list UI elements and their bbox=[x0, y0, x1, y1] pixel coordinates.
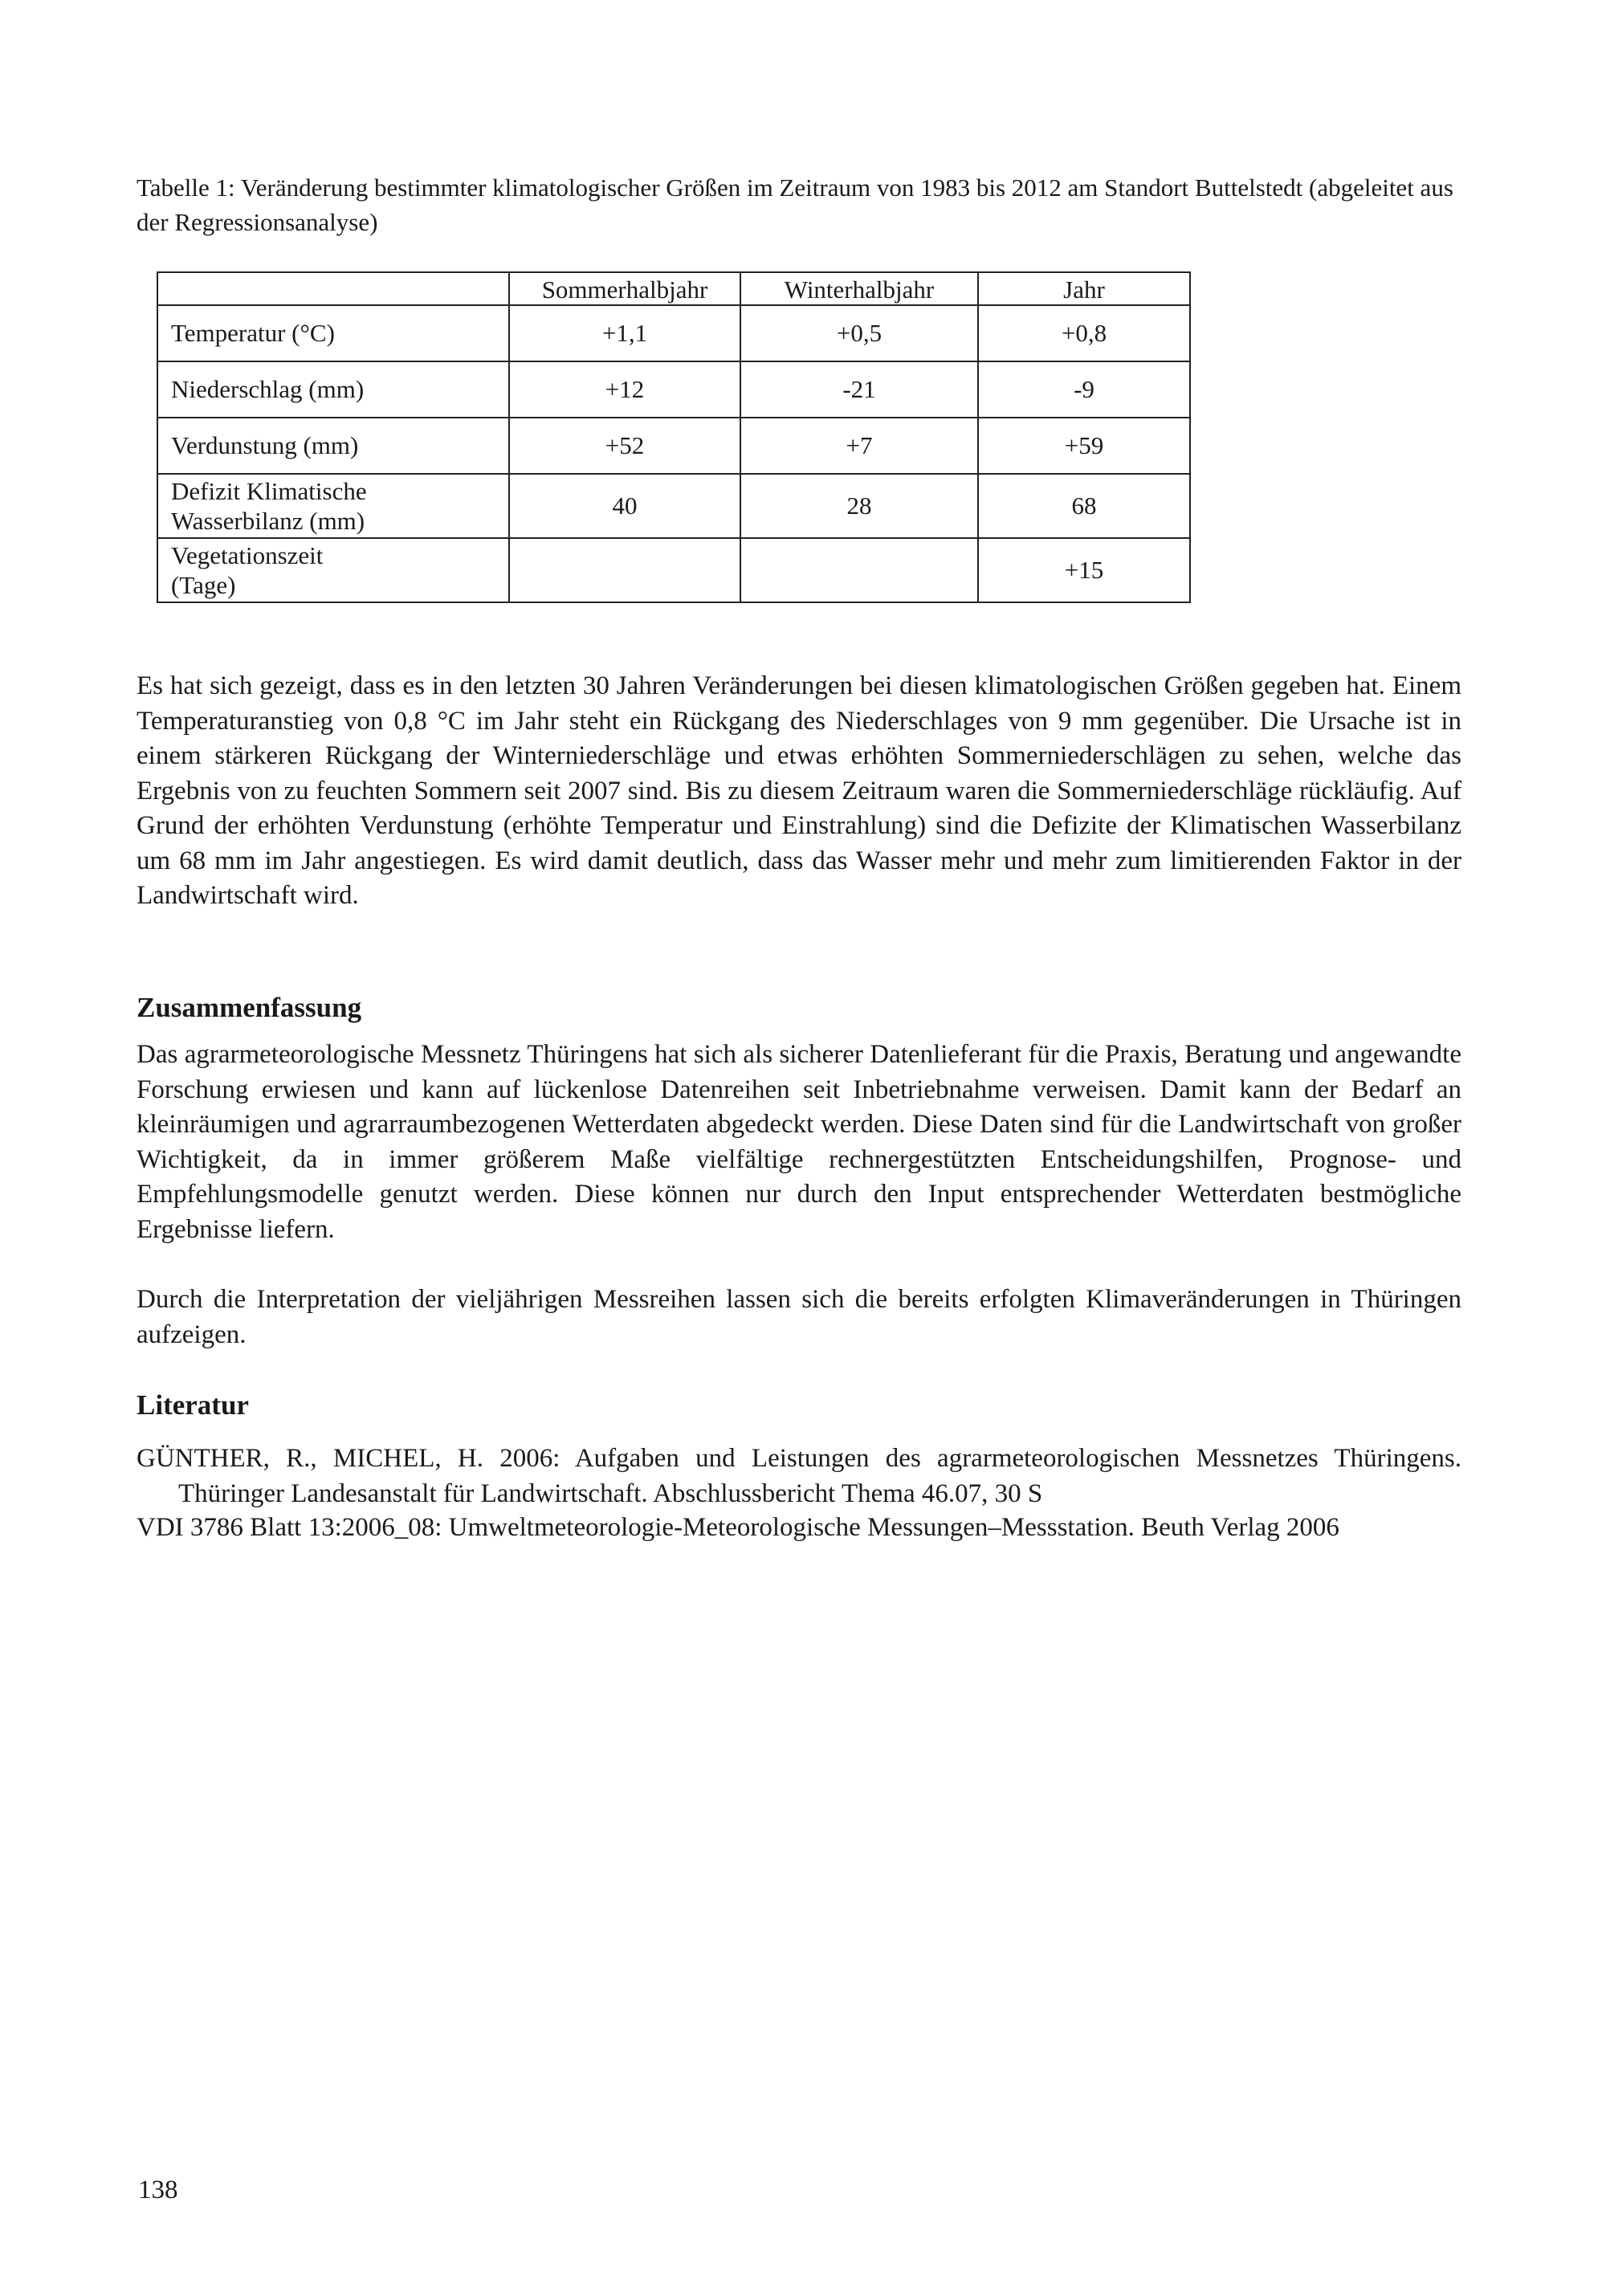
row-label-line1: Vegetationszeit bbox=[171, 541, 324, 569]
cell-summer: +52 bbox=[509, 418, 740, 474]
cell-year: +59 bbox=[978, 418, 1190, 474]
table-row bbox=[157, 474, 1190, 538]
table-header-empty bbox=[157, 272, 509, 305]
cell-summer: +12 bbox=[509, 361, 740, 418]
cell-year: +0,8 bbox=[978, 305, 1190, 361]
paragraph-results: Es hat sich gezeigt, dass es in den letzten 30 Jahren Veränderungen bei diesen klimatologischen Größen gegeben hat. Einem Temperaturanstieg von 0,8 °C im Jahr steht ein Rückgang des Niederschlages von 9 mm gegenüber. Die Ursache ist in einem stärkeren Rückgang der Winterniederschläge und etwas erhöhten Sommerniederschlägen zu sehen, welche das Ergebnis von zu feuchten Sommern seit 2007 sind. Bis zu diesem Zeitraum waren die Sommerniederschläge rückläufig. Auf Grund der erhöhten Verdunstung (erhöhte Temperatur und Einstrahlung) sind die Defizite der Klimatischen Wasserbilanz um 68 mm im Jahr angestiegen. Es wird damit deutlich, dass das Wasser mehr und mehr zum limitierenden Faktor in der Landwirtschaft wird. bbox=[137, 671, 1461, 910]
row-label-line1: Defizit Klimatische bbox=[171, 477, 367, 505]
paragraph-conclusion: Durch die Interpretation der vieljährigen Messreihen lassen sich die bereits erfolgten Klimaveränderungen in Thüringen aufzeigen. bbox=[137, 1285, 1461, 1349]
table-row bbox=[157, 418, 1190, 474]
cell-winter: +0,5 bbox=[740, 305, 978, 361]
row-label-line2: (Tage) bbox=[171, 571, 236, 599]
cell-winter: -21 bbox=[740, 361, 978, 418]
table-header-year: Jahr bbox=[978, 272, 1190, 305]
heading-summary: Zusammenfassung bbox=[137, 992, 362, 1023]
table-header-winter: Winterhalbjahr bbox=[740, 272, 978, 305]
table-row bbox=[157, 538, 1190, 602]
row-label: Temperatur (°C) bbox=[157, 305, 509, 361]
cell-winter: 28 bbox=[740, 474, 978, 538]
cell-year: +15 bbox=[978, 538, 1190, 602]
cell-summer: +1,1 bbox=[509, 305, 740, 361]
table-header-summer: Sommerhalbjahr bbox=[509, 272, 740, 305]
cell-summer bbox=[509, 538, 740, 602]
cell-year: 68 bbox=[978, 474, 1190, 538]
row-label: Niederschlag (mm) bbox=[157, 361, 509, 418]
page-number: 138 bbox=[138, 2176, 178, 2204]
table-caption: Tabelle 1: Veränderung bestimmter klimatologischer Größen im Zeitraum von 1983 bis 2012 am Standort Buttelstedt (abgeleitet aus der Regressionsanalyse) bbox=[137, 173, 1453, 236]
row-label-line2: Wasserbilanz (mm) bbox=[171, 507, 365, 535]
reference-item: VDI 3786 Blatt 13:2006_08: Umweltmeteorologie-Meteorologische Messungen–Messstation. Beuth Verlag 2006 bbox=[137, 1513, 1339, 1542]
row-label bbox=[157, 538, 509, 602]
cell-summer: 40 bbox=[509, 474, 740, 538]
table-header-row bbox=[157, 272, 1190, 305]
table-row bbox=[157, 305, 1190, 361]
row-label: Verdunstung (mm) bbox=[157, 418, 509, 474]
cell-winter bbox=[740, 538, 978, 602]
climate-table bbox=[157, 271, 1191, 603]
cell-year: -9 bbox=[978, 361, 1190, 418]
heading-literature: Literatur bbox=[137, 1389, 249, 1421]
paragraph-summary: Das agrarmeteorologische Messnetz Thüringens hat sich als sicherer Datenlieferant für die Praxis, Beratung und angewandte Forschung erwiesen und kann auf lückenlose Datenreihen seit Inbetriebnahme verweisen. Damit kann der Bedarf an kleinräumigen und agrarraumbezogenen Wetterdaten abgedeckt werden. Diese Daten sind für die Landwirtschaft von großer Wichtigkeit, da in immer größerem Maße vielfältige rechnergestützten Entscheidungshilfen, Prognose- und Empfehlungsmodelle genutzt werden. Diese können nur durch den Input entsprechender Wetterdaten bestmögliche Ergebnisse liefern. bbox=[137, 1040, 1461, 1244]
table-row bbox=[157, 361, 1190, 418]
cell-winter: +7 bbox=[740, 418, 978, 474]
row-label bbox=[157, 474, 509, 538]
reference-item: GÜNTHER, R., MICHEL, H. 2006: Aufgaben und Leistungen des agrarmeteorologischen Messnetzes Thüringens. Thüringer Landesanstalt für Landwirtschaft. Abschlussbericht Thema 46.07, 30 S bbox=[137, 1444, 1461, 1508]
